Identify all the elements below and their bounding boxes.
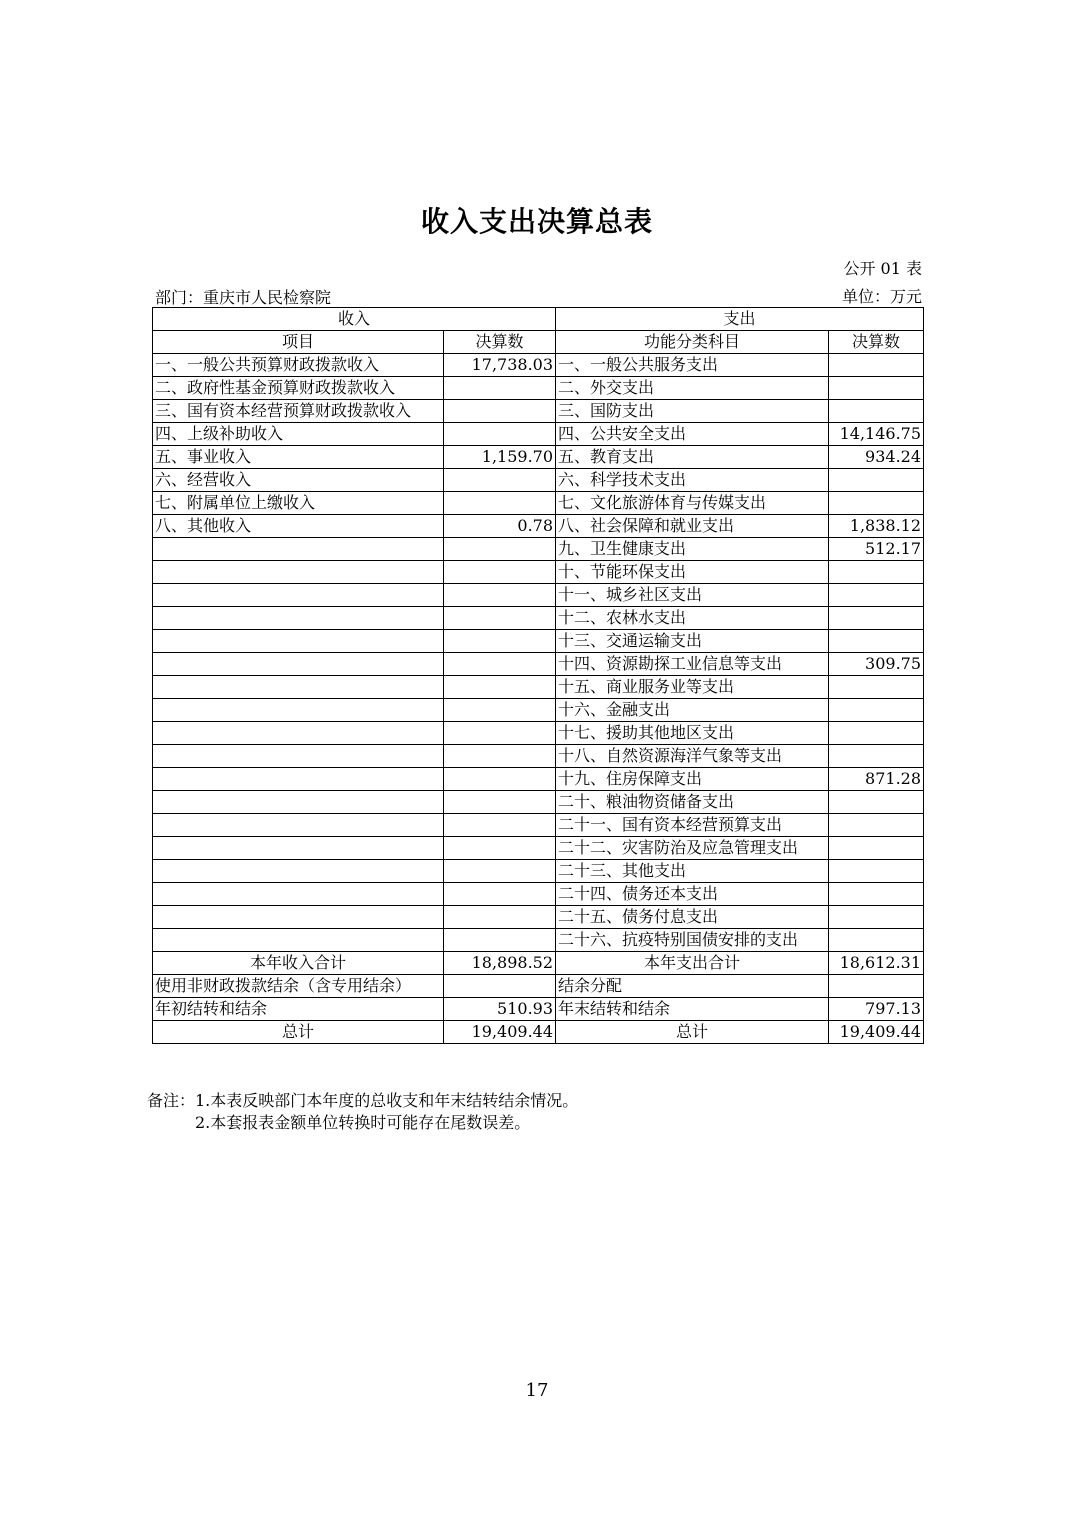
expense-item: 二、外交支出 (556, 377, 829, 400)
table-row (153, 538, 924, 561)
nonfiscal-row (153, 975, 924, 998)
income-value (444, 630, 556, 653)
income-value: 1,159.70 (444, 446, 556, 469)
table-row (153, 423, 924, 446)
expense-value (829, 584, 924, 607)
surplus-dist-label: 结余分配 (556, 975, 829, 998)
income-value (444, 377, 556, 400)
budget-summary-table (152, 307, 924, 1044)
expense-item: 十、节能环保支出 (556, 561, 829, 584)
expense-value: 871.28 (829, 768, 924, 791)
expense-value (829, 377, 924, 400)
income-value (444, 883, 556, 906)
income-value (444, 561, 556, 584)
income-item (153, 630, 444, 653)
expense-item: 二十、粮油物资储备支出 (556, 791, 829, 814)
income-value (444, 722, 556, 745)
income-item (153, 929, 444, 952)
expense-item: 十三、交通运输支出 (556, 630, 829, 653)
expense-item: 一、一般公共服务支出 (556, 354, 829, 377)
income-item (153, 538, 444, 561)
income-item: 六、经营收入 (153, 469, 444, 492)
income-value (444, 607, 556, 630)
expense-value (829, 860, 924, 883)
income-value (444, 584, 556, 607)
notes (147, 1090, 578, 1134)
header-row-sub (153, 331, 924, 354)
note-1: 备注：1.本表反映部门本年度的总收支和年末结转结余情况。 (147, 1091, 579, 1110)
expense-value (829, 630, 924, 653)
table-row (153, 400, 924, 423)
income-item: 四、上级补助收入 (153, 423, 444, 446)
expense-item: 二十一、国有资本经营预算支出 (556, 814, 829, 837)
table-row (153, 883, 924, 906)
expense-item: 二十六、抗疫特别国债安排的支出 (556, 929, 829, 952)
expense-item: 十九、住房保障支出 (556, 768, 829, 791)
table-row (153, 607, 924, 630)
expense-value (829, 745, 924, 768)
table-row (153, 676, 924, 699)
income-item (153, 653, 444, 676)
grand-total-row (153, 1021, 924, 1044)
unit-label: 单位：万元 (841, 287, 922, 306)
table-row (153, 768, 924, 791)
begin-carryover-value: 510.93 (444, 998, 556, 1021)
table-row (153, 814, 924, 837)
income-value (444, 860, 556, 883)
table-row (153, 377, 924, 400)
expense-item: 九、卫生健康支出 (556, 538, 829, 561)
note-2: 2.本套报表金额单位转换时可能存在尾数误差。 (195, 1113, 531, 1132)
table-row (153, 469, 924, 492)
income-item: 五、事业收入 (153, 446, 444, 469)
income-item (153, 906, 444, 929)
table-row (153, 791, 924, 814)
expense-total-value: 18,612.31 (829, 952, 924, 975)
table-row (153, 745, 924, 768)
income-value (444, 768, 556, 791)
surplus-dist-value (829, 975, 924, 998)
form-number: 公开 01 表 (843, 259, 922, 278)
expense-value (829, 906, 924, 929)
income-value (444, 653, 556, 676)
income-item (153, 883, 444, 906)
table-row (153, 837, 924, 860)
income-value (444, 906, 556, 929)
expense-item: 二十五、债务付息支出 (556, 906, 829, 929)
income-item (153, 584, 444, 607)
carryover-row (153, 998, 924, 1021)
table-row (153, 653, 924, 676)
expense-value: 1,838.12 (829, 515, 924, 538)
expense-item: 五、教育支出 (556, 446, 829, 469)
table-row (153, 722, 924, 745)
expense-value (829, 354, 924, 377)
expense-item: 七、文化旅游体育与传媒支出 (556, 492, 829, 515)
income-value (444, 814, 556, 837)
income-item (153, 699, 444, 722)
income-item (153, 837, 444, 860)
expense-item: 四、公共安全支出 (556, 423, 829, 446)
income-item (153, 791, 444, 814)
grand-total-value-right: 19,409.44 (829, 1021, 924, 1044)
income-value (444, 929, 556, 952)
income-item (153, 676, 444, 699)
income-value (444, 423, 556, 446)
expense-item: 十八、自然资源海洋气象等支出 (556, 745, 829, 768)
income-value (444, 837, 556, 860)
expense-value (829, 883, 924, 906)
page-number: 17 (525, 1380, 549, 1401)
expense-item: 六、科学技术支出 (556, 469, 829, 492)
income-item (153, 561, 444, 584)
income-value: 17,738.03 (444, 354, 556, 377)
expense-item: 八、社会保障和就业支出 (556, 515, 829, 538)
expense-item: 十六、金融支出 (556, 699, 829, 722)
expense-item: 二十三、其他支出 (556, 860, 829, 883)
table-row (153, 860, 924, 883)
expense-value (829, 469, 924, 492)
expense-value (829, 561, 924, 584)
income-value (444, 492, 556, 515)
income-item (153, 768, 444, 791)
grand-total-value-left: 19,409.44 (444, 1021, 556, 1044)
income-value (444, 676, 556, 699)
expense-value (829, 814, 924, 837)
table-row (153, 354, 924, 377)
income-item: 八、其他收入 (153, 515, 444, 538)
begin-carryover-label: 年初结转和结余 (153, 998, 444, 1021)
expense-value: 14,146.75 (829, 423, 924, 446)
income-total-label: 本年收入合计 (153, 952, 444, 975)
income-item (153, 607, 444, 630)
expense-item: 十七、援助其他地区支出 (556, 722, 829, 745)
table-row (153, 446, 924, 469)
end-carryover-value: 797.13 (829, 998, 924, 1021)
expense-value (829, 400, 924, 423)
expense-value (829, 837, 924, 860)
income-item (153, 860, 444, 883)
table-row (153, 515, 924, 538)
expense-value (829, 676, 924, 699)
total-row (153, 952, 924, 975)
income-item (153, 745, 444, 768)
income-total-value: 18,898.52 (444, 952, 556, 975)
income-item (153, 722, 444, 745)
expense-value: 934.24 (829, 446, 924, 469)
expense-item: 二十二、灾害防治及应急管理支出 (556, 837, 829, 860)
item-header: 项目 (153, 331, 444, 354)
func-class-header: 功能分类科目 (556, 331, 829, 354)
income-value (444, 469, 556, 492)
expense-item: 十一、城乡社区支出 (556, 584, 829, 607)
income-item: 二、政府性基金预算财政拨款收入 (153, 377, 444, 400)
income-item: 一、一般公共预算财政拨款收入 (153, 354, 444, 377)
income-value (444, 745, 556, 768)
amount2-header: 决算数 (829, 331, 924, 354)
expense-value (829, 791, 924, 814)
expense-item: 十四、资源勘探工业信息等支出 (556, 653, 829, 676)
amount-header: 决算数 (444, 331, 556, 354)
nonfiscal-label: 使用非财政拨款结余（含专用结余） (153, 975, 444, 998)
table-row (153, 630, 924, 653)
income-item (153, 814, 444, 837)
expense-item: 十二、农林水支出 (556, 607, 829, 630)
table-row (153, 699, 924, 722)
nonfiscal-value (444, 975, 556, 998)
expense-value (829, 722, 924, 745)
grand-total-label-left: 总计 (153, 1021, 444, 1044)
income-value (444, 400, 556, 423)
expense-value (829, 492, 924, 515)
income-value: 0.78 (444, 515, 556, 538)
department-label: 部门：重庆市人民检察院 (155, 288, 332, 307)
grand-total-label-right: 总计 (556, 1021, 829, 1044)
table-row (153, 929, 924, 952)
expense-value (829, 607, 924, 630)
income-header: 收入 (153, 308, 556, 331)
expense-item: 十五、商业服务业等支出 (556, 676, 829, 699)
header-row-top (153, 308, 924, 331)
expense-value (829, 929, 924, 952)
expense-total-label: 本年支出合计 (556, 952, 829, 975)
income-item: 三、国有资本经营预算财政拨款收入 (153, 400, 444, 423)
table-row (153, 492, 924, 515)
table-row (153, 906, 924, 929)
income-value (444, 699, 556, 722)
expense-value: 309.75 (829, 653, 924, 676)
table-row (153, 584, 924, 607)
page-title: 收入支出决算总表 (420, 205, 653, 238)
expense-item: 二十四、债务还本支出 (556, 883, 829, 906)
expense-header: 支出 (556, 308, 924, 331)
expense-value: 512.17 (829, 538, 924, 561)
income-item: 七、附属单位上缴收入 (153, 492, 444, 515)
table-row (153, 561, 924, 584)
expense-item: 三、国防支出 (556, 400, 829, 423)
income-value (444, 791, 556, 814)
expense-value (829, 699, 924, 722)
income-value (444, 538, 556, 561)
end-carryover-label: 年末结转和结余 (556, 998, 829, 1021)
